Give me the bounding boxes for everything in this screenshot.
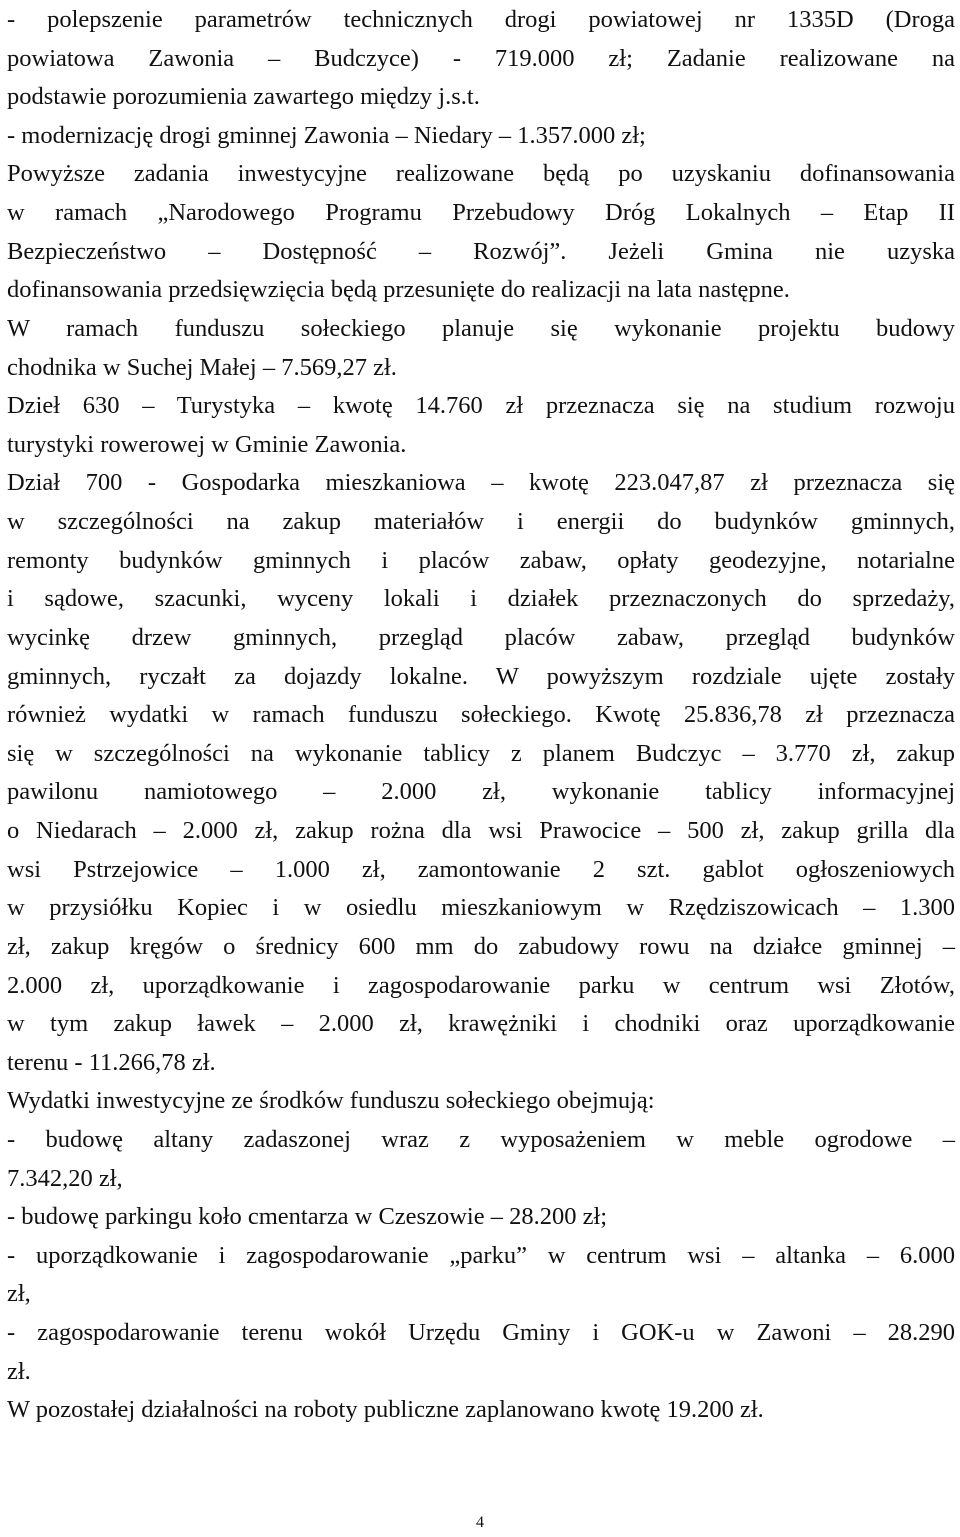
text-line: zł, <box>7 1280 31 1308</box>
text-line: Dzieł 630 – Turystyka – kwotę 14.760 zł przeznacza się na studium rozwoju <box>7 392 955 420</box>
text-line: W pozostałej działalności na roboty publiczne zaplanowano kwotę 19.200 zł. <box>7 1396 764 1424</box>
text-line: o Niedarach – 2.000 zł, zakup rożna dla wsi Prawocice – 500 zł, zakup grilla dla <box>7 817 955 845</box>
text-line: i sądowe, szacunki, wyceny lokali i działek przeznaczonych do sprzedaży, <box>7 585 955 613</box>
text-line: Wydatki inwestycyjne ze środków funduszu sołeckiego obejmują: <box>7 1087 655 1115</box>
text-line: W ramach funduszu sołeckiego planuje się wykonanie projektu budowy <box>7 314 955 342</box>
text-line: w przysiółku Kopiec i w osiedlu mieszkaniowym w Rzędziszowicach – 1.300 <box>7 894 955 922</box>
text-line: - budowę parkingu koło cmentarza w Czeszowie – 28.200 zł; <box>7 1203 608 1231</box>
text-line: wsi Pstrzejowice – 1.000 zł, zamontowanie 2 szt. gablot ogłoszeniowych <box>7 855 955 883</box>
text-line: Powyższe zadania inwestycyjne realizowane będą po uzyskaniu dofinansowania <box>7 160 955 188</box>
text-line: - polepszenie parametrów technicznych drogi powiatowej nr 1335D (Droga <box>7 6 955 33</box>
text-line: Dział 700 - Gospodarka mieszkaniowa – kwotę 223.047,87 zł przeznacza się <box>7 469 955 497</box>
text-line: zł. <box>7 1357 31 1385</box>
text-line: powiatowa Zawonia – Budczyce) - 719.000 zł; Zadanie realizowane na <box>7 44 955 72</box>
text-line: turystyki rowerowej w Gminie Zawonia. <box>7 430 407 458</box>
text-line: remonty budynków gminnych i placów zabaw, opłaty geodezyjne, notarialne <box>7 546 955 574</box>
text-line: - modernizację drogi gminnej Zawonia – Niedary – 1.357.000 zł; <box>7 121 646 149</box>
text-line: chodnika w Suchej Małej – 7.569,27 zł. <box>7 353 397 381</box>
text-line: w tym zakup ławek – 2.000 zł, krawężniki i chodniki oraz uporządkowanie <box>7 1010 955 1038</box>
text-line: Bezpieczeństwo – Dostępność – Rozwój”. Jeżeli Gmina nie uzyska <box>7 237 955 265</box>
text-line: terenu - 11.266,78 zł. <box>7 1048 216 1076</box>
text-line: gminnych, ryczałt za dojazdy lokalne. W powyższym rozdziale ujęte zostały <box>7 662 955 690</box>
text-line: 2.000 zł, uporządkowanie i zagospodarowanie parku w centrum wsi Złotów, <box>7 971 955 999</box>
text-line: 7.342,20 zł, <box>7 1164 123 1192</box>
page-number: 4 <box>476 1514 484 1531</box>
text-line: dofinansowania przedsięwzięcia będą przesunięte do realizacji na lata następne. <box>7 276 790 304</box>
text-line: się w szczególności na wykonanie tablicy z planem Budczyc – 3.770 zł, zakup <box>7 739 955 767</box>
text-line: - uporządkowanie i zagospodarowanie „parku” w centrum wsi – altanka – 6.000 <box>7 1241 955 1269</box>
text-line: podstawie porozumienia zawartego między j.s.t. <box>7 83 480 111</box>
text-line: - zagospodarowanie terenu wokół Urzędu Gminy i GOK-u w Zawoni – 28.290 <box>7 1319 955 1347</box>
text-line: w szczególności na zakup materiałów i energii do budynków gminnych, <box>7 508 955 536</box>
text-line: - budowę altany zadaszonej wraz z wyposażeniem w meble ogrodowe – <box>7 1125 955 1153</box>
text-line: wycinkę drzew gminnych, przegląd placów zabaw, przegląd budynków <box>7 623 955 651</box>
text-line: zł, zakup kręgów o średnicy 600 mm do zabudowy rowu na działce gminnej – <box>7 932 955 960</box>
text-line: w ramach „Narodowego Programu Przebudowy Dróg Lokalnych – Etap II <box>7 199 955 227</box>
text-line: pawilonu namiotowego – 2.000 zł, wykonanie tablicy informacyjnej <box>7 778 955 806</box>
text-line: również wydatki w ramach funduszu sołeckiego. Kwotę 25.836,78 zł przeznacza <box>7 701 955 729</box>
